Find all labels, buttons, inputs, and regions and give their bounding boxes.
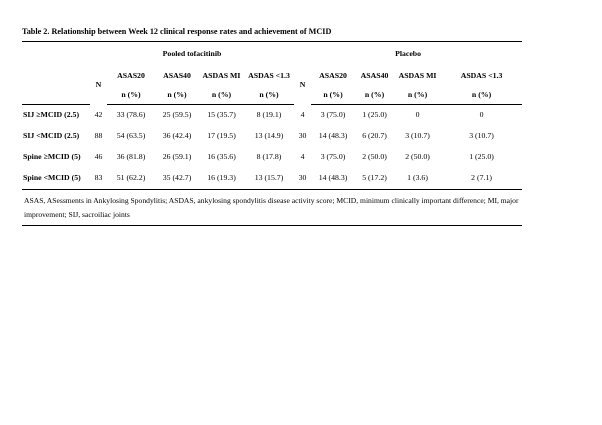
cell-pbo-n: 4 [300, 152, 305, 162]
col-subheader-pct: n (%) [155, 86, 199, 105]
cell-pbo-asas20: 14 (48.3) [318, 131, 348, 141]
col-header-tofa-asas40: ASAS40 [163, 70, 191, 80]
cell-tofa-n: 42 [94, 109, 103, 119]
cell-tofa-asas20: 51 (62.2) [107, 168, 155, 190]
row-label: Spine ≥MCID (5) [23, 152, 81, 162]
col-subheader-pct: n (%) [107, 86, 155, 105]
col-header-tofa-n: N [95, 79, 102, 89]
cell-tofa-asas20: 54 (63.5) [116, 131, 146, 141]
cell-tofa-asas20: 36 (81.8) [116, 152, 146, 162]
col-header-pbo-asdas-lt13: ASDAS <1.3 [460, 70, 503, 80]
col-header-tofa-asdas-mi: ASDAS MI [202, 70, 241, 80]
group-header-row [22, 42, 522, 67]
results-table [22, 41, 522, 226]
table-footnote: ASAS, ASessments in Ankylosing Spondylitis; ASDAS, ankylosing spondylitis disease activity score; MCID, minimum clinically important difference; MI, major improvement; SIJ, sacroiliac joints [22, 190, 522, 226]
cell-pbo-asas20: 3 (75.0) [320, 110, 346, 120]
blank-header-cell [22, 86, 90, 105]
cell-pbo-asdas-lt13: 0 [479, 110, 484, 120]
cell-pbo-asas40: 6 (20.7) [362, 131, 387, 141]
cell-pbo-asdas-mi: 3 (10.7) [405, 131, 430, 141]
cell-pbo-asas40: 1 (25.0) [362, 110, 387, 120]
table-row [22, 147, 522, 168]
cell-tofa-n: 88 [94, 131, 103, 141]
cell-pbo-asdas-lt13: 2 (7.1) [441, 168, 522, 190]
col-subheader-pct: n (%) [244, 86, 294, 105]
group-header-tofacitinib: Pooled tofacitinib [90, 42, 294, 67]
cell-pbo-asdas-mi: 2 (50.0) [405, 152, 430, 162]
col-header-pbo-n: N [299, 79, 306, 89]
table-row [22, 105, 522, 127]
col-header-pbo-asas40: ASAS40 [360, 70, 389, 80]
row-label: Spine <MCID (5) [22, 168, 90, 190]
cell-pbo-asas40: 5 (17.2) [355, 168, 394, 190]
col-subheader-pct: n (%) [394, 86, 441, 105]
cell-tofa-asdas-mi: 16 (35.6) [207, 152, 236, 162]
footnote-row [22, 190, 522, 226]
cell-pbo-n: 30 [298, 131, 307, 141]
cell-tofa-asdas-mi: 17 (19.5) [207, 131, 236, 141]
cell-tofa-asdas-mi: 15 (35.7) [207, 110, 236, 120]
cell-pbo-n: 4 [300, 109, 305, 119]
col-subheader-pct: n (%) [199, 86, 244, 105]
cell-tofa-asas40: 36 (42.4) [162, 131, 192, 141]
column-header-row [22, 66, 522, 86]
col-subheader-pct: n (%) [355, 86, 394, 105]
blank-header-cell [22, 66, 90, 86]
cell-tofa-asas20: 33 (78.6) [116, 110, 146, 120]
cell-tofa-asdas-lt13: 8 (19.1) [256, 110, 282, 120]
cell-tofa-n: 83 [90, 168, 107, 190]
cell-tofa-asdas-lt13: 13 (15.7) [244, 168, 294, 190]
cell-tofa-asas40: 25 (59.5) [162, 110, 192, 120]
group-header-placebo: Placebo [294, 42, 522, 67]
cell-pbo-asdas-mi: 0 [415, 110, 420, 120]
cell-pbo-asdas-mi: 1 (3.6) [394, 168, 441, 190]
table-container [22, 27, 522, 226]
cell-pbo-asas40: 2 (50.0) [362, 152, 387, 162]
cell-tofa-asdas-lt13: 8 (17.8) [256, 152, 282, 162]
row-label: SIJ ≥MCID (2.5) [23, 110, 80, 120]
cell-tofa-n: 46 [94, 152, 103, 162]
table-row [22, 126, 522, 147]
cell-tofa-asdas-mi: 16 (19.3) [199, 168, 244, 190]
cell-pbo-asdas-lt13: 3 (10.7) [469, 131, 494, 141]
cell-pbo-asas20: 3 (75.0) [320, 152, 346, 162]
table-caption: Table 2. Relationship between Week 12 clinical response rates and achievement of MCID [22, 27, 332, 36]
cell-tofa-asas40: 35 (42.7) [155, 168, 199, 190]
cell-pbo-n: 30 [294, 168, 311, 190]
cell-pbo-asdas-lt13: 1 (25.0) [469, 152, 494, 162]
col-header-pbo-asas20: ASAS20 [319, 70, 347, 80]
cell-tofa-asdas-lt13: 13 (14.9) [254, 131, 284, 141]
blank-header-cell [22, 42, 90, 67]
table-row [22, 168, 522, 190]
cell-tofa-asas40: 26 (59.1) [162, 152, 192, 162]
col-header-pbo-asdas-mi: ASDAS MI [398, 70, 437, 80]
col-header-tofa-asas20: ASAS20 [117, 70, 145, 80]
col-header-tofa-asdas-lt13: ASDAS <1.3 [248, 70, 290, 80]
col-subheader-pct: n (%) [311, 86, 355, 105]
row-label: SIJ <MCID (2.5) [23, 131, 80, 141]
cell-pbo-asas20: 14 (48.3) [311, 168, 355, 190]
col-subheader-pct: n (%) [441, 86, 522, 105]
